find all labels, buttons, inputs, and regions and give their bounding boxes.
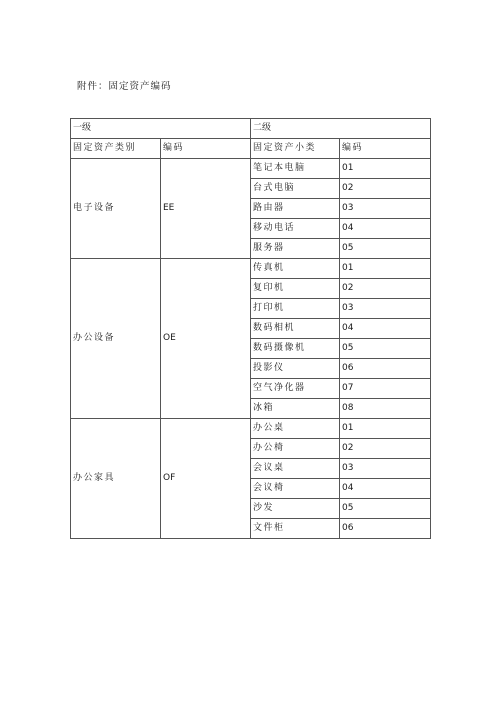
subcategory-code-cell: 06 bbox=[340, 359, 431, 379]
subcategory-name-cell: 服务器 bbox=[251, 239, 340, 259]
subcategory-name-cell: 笔记本电脑 bbox=[251, 159, 340, 179]
subcategory-name-cell: 复印机 bbox=[251, 279, 340, 299]
subcategory-name-cell: 会议椅 bbox=[251, 479, 340, 499]
subcategory-code-cell: 04 bbox=[340, 219, 431, 239]
subcategory-name-cell: 打印机 bbox=[251, 299, 340, 319]
column-header-row bbox=[71, 139, 431, 159]
subcategory-name-cell: 移动电话 bbox=[251, 219, 340, 239]
category-code-header: 编码 bbox=[161, 139, 251, 159]
table-row bbox=[71, 159, 431, 179]
category-code-cell: OE bbox=[161, 259, 251, 419]
category-header: 固定资产类别 bbox=[71, 139, 161, 159]
subcategory-code-cell: 05 bbox=[340, 239, 431, 259]
level1-header: 一级 bbox=[71, 119, 251, 139]
subcategory-code-header: 编码 bbox=[340, 139, 431, 159]
subcategory-name-cell: 台式电脑 bbox=[251, 179, 340, 199]
category-name-cell: 办公设备 bbox=[71, 259, 161, 419]
category-name-cell: 电子设备 bbox=[71, 159, 161, 259]
subcategory-code-cell: 02 bbox=[340, 279, 431, 299]
subcategory-code-cell: 01 bbox=[340, 419, 431, 439]
subcategory-code-cell: 06 bbox=[340, 519, 431, 539]
level-header-row bbox=[71, 119, 431, 139]
table-row bbox=[71, 419, 431, 439]
subcategory-code-cell: 05 bbox=[340, 339, 431, 359]
subcategory-code-cell: 03 bbox=[340, 459, 431, 479]
subcategory-name-cell: 路由器 bbox=[251, 199, 340, 219]
subcategory-code-cell: 04 bbox=[340, 319, 431, 339]
subcategory-name-cell: 会议桌 bbox=[251, 459, 340, 479]
subcategory-name-cell: 办公椅 bbox=[251, 439, 340, 459]
subcategory-name-cell: 冰箱 bbox=[251, 399, 340, 419]
subcategory-name-cell: 数码相机 bbox=[251, 319, 340, 339]
subcategory-code-cell: 02 bbox=[340, 179, 431, 199]
subcategory-header: 固定资产小类 bbox=[251, 139, 340, 159]
subcategory-name-cell: 数码摄像机 bbox=[251, 339, 340, 359]
asset-code-table bbox=[70, 118, 431, 539]
subcategory-code-cell: 08 bbox=[340, 399, 431, 419]
category-code-cell: EE bbox=[161, 159, 251, 259]
subcategory-name-cell: 投影仪 bbox=[251, 359, 340, 379]
category-code-cell: OF bbox=[161, 419, 251, 539]
subcategory-code-cell: 01 bbox=[340, 259, 431, 279]
subcategory-code-cell: 02 bbox=[340, 439, 431, 459]
subcategory-name-cell: 办公桌 bbox=[251, 419, 340, 439]
subcategory-name-cell: 空气净化器 bbox=[251, 379, 340, 399]
subcategory-name-cell: 文件柜 bbox=[251, 519, 340, 539]
table-row bbox=[71, 259, 431, 279]
subcategory-code-cell: 04 bbox=[340, 479, 431, 499]
category-name-cell: 办公家具 bbox=[71, 419, 161, 539]
subcategory-name-cell: 传真机 bbox=[251, 259, 340, 279]
attachment-title: 附件：固定资产编码 bbox=[77, 81, 172, 92]
subcategory-name-cell: 沙发 bbox=[251, 499, 340, 519]
subcategory-code-cell: 05 bbox=[340, 499, 431, 519]
subcategory-code-cell: 01 bbox=[340, 159, 431, 179]
subcategory-code-cell: 07 bbox=[340, 379, 431, 399]
subcategory-code-cell: 03 bbox=[340, 199, 431, 219]
level2-header: 二级 bbox=[251, 119, 431, 139]
subcategory-code-cell: 03 bbox=[340, 299, 431, 319]
